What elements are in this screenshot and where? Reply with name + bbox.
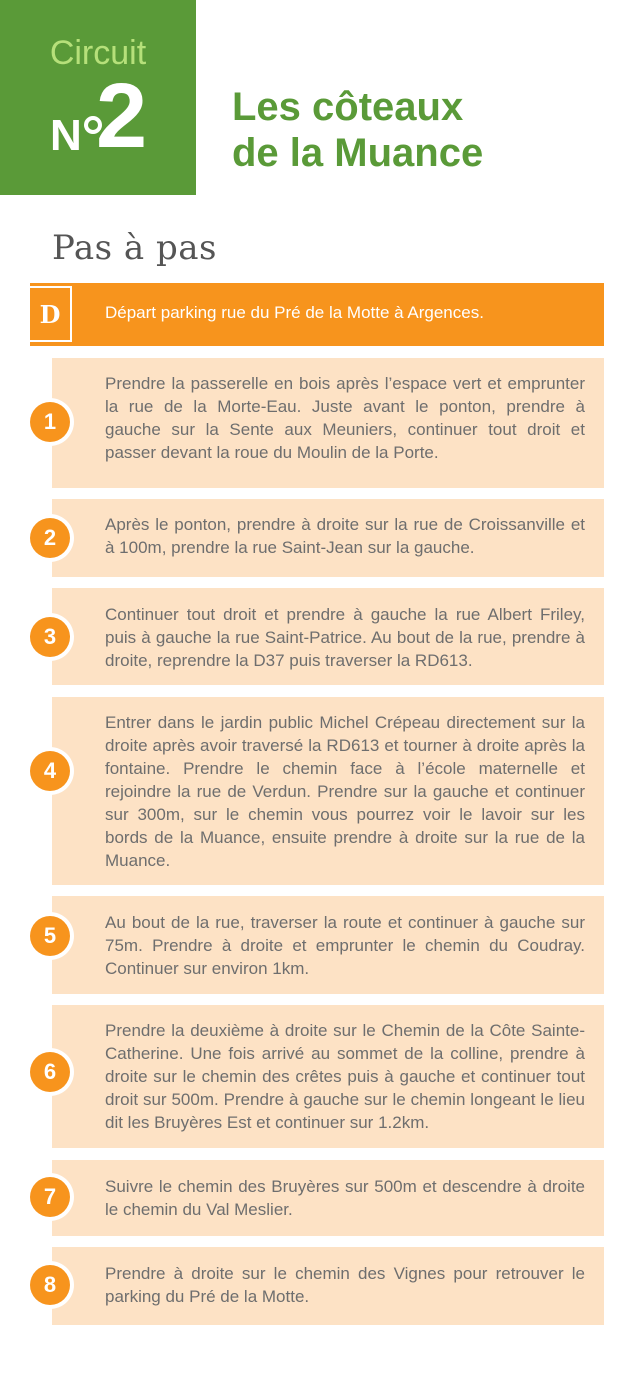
step-text-4: Entrer dans le jardin public Michel Crépeau directement sur la droite après avoir traversé la RD613 et tourner à droite après la fontaine. Prendre le chemin face à l’école maternelle et rejoindre la rue de Verdun. Prendre sur la gauche et continuer sur 300m, sur le chemin vous pourrez voir le lavoir sur les bords de la Muance, ensuite prendre à droite sur la rue de la Muance. [105,713,585,870]
circuit-label: Circuit [49,34,147,72]
departure-marker [30,286,72,342]
step-number-8: 8 [30,1265,70,1305]
step-text-1: Prendre la passerelle en bois après l’espace vert et emprunter la rue de la Morte-Eau. Juste avant le ponton, prendre à gauche sur la Sente aux Meuniers, continuer tout droit et passer devant la roue du Moulin de la Porte. [105,374,585,462]
title-line-2: de la Muance [232,131,484,175]
step-number-1: 1 [30,402,70,442]
circuit-badge [0,0,196,195]
step-text-6: Prendre la deuxième à droite sur le Chemin de la Côte Sainte-Catherine. Une fois arrivé au sommet de la colline, prendre à droite sur le chemin des crêtes puis à gauche et continuer tout droit sur 500m. Prendre à gauche sur le chemin longeant le lieu dit les Bruyères Est et continuer sur 1.2km. [105,1021,585,1132]
section-heading: Pas à pas [52,228,217,268]
step-text-7: Suivre le chemin des Bruyères sur 500m et descendre à droite le chemin du Val Meslier. [105,1177,585,1219]
step-text-8: Prendre à droite sur le chemin des Vignes pour retrouver le parking du Pré de la Motte. [105,1264,585,1306]
number-prefix: N [50,111,82,160]
step-number-2: 2 [30,518,70,558]
departure-marker-letter: D [39,300,61,329]
step-text-5: Au bout de la rue, traverser la route et continuer à gauche sur 75m. Prendre à droite et emprunter le chemin du Coudray. Continuer sur environ 1km. [105,913,585,978]
circuit-title [232,84,483,176]
step-number-6: 6 [30,1052,70,1092]
step-number-4: 4 [30,751,70,791]
step-number-7: 7 [30,1177,70,1217]
step-number-5: 5 [30,916,70,956]
step-text-3: Continuer tout droit et prendre à gauche la rue Albert Friley, puis à gauche la rue Saint-Patrice. Au bout de la rue, prendre à droite, reprendre la D37 puis traverser la RD613. [105,605,585,670]
departure-text: Départ parking rue du Pré de la Motte à Argences. [105,303,484,322]
title-line-1: Les côteaux [232,85,464,129]
circuit-number: 2 [96,65,148,167]
step-number-3: 3 [30,617,70,657]
step-text-2: Après le ponton, prendre à droite sur la rue de Croissanville et à 100m, prendre la rue Saint-Jean sur la gauche. [105,515,585,557]
